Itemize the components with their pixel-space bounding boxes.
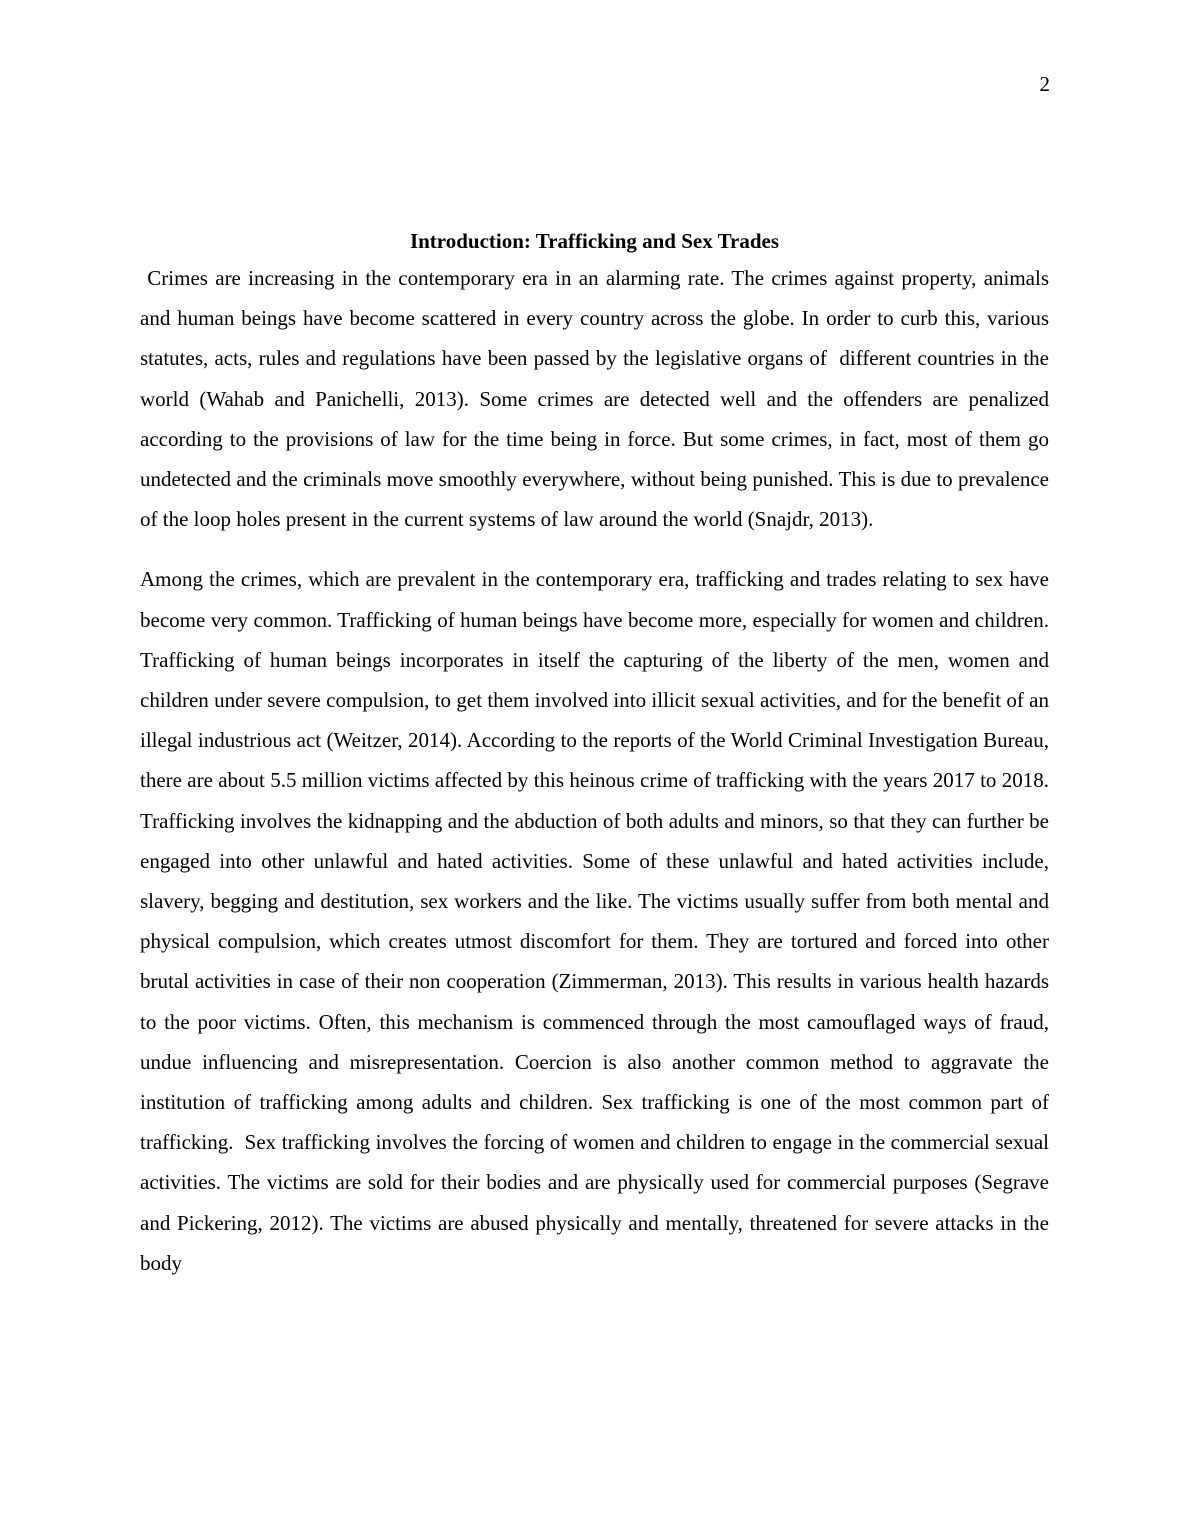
document-body (140, 226, 1055, 1283)
section-title: Introduction: Trafficking and Sex Trades (409, 229, 780, 253)
page-number: 2 (1039, 72, 1050, 96)
paragraph-1: Crimes are increasing in the contemporary era in an alarming rate. The crimes against property, animals and human beings have become scattered in every country across the globe. In order to curb this, various statutes, acts, rules and regulations have been passed by the legislative organs of different countries in the world (Wahab and Panichelli, 2013). Some crimes are detected well and the offenders are penalized according to the provisions of law for the time being in force. But some crimes, in fact, most of them go undetected and the criminals move smoothly everywhere, without being punished. This is due to prevalence of the loop holes present in the current systems of law around the world (Snajdr, 2013). (140, 266, 1055, 532)
paragraph-2: Among the crimes, which are prevalent in the contemporary era, trafficking and trades relating to sex have become very common. Trafficking of human beings have become more, especially for women and children. Trafficking of human beings incorporates in itself the capturing of the liberty of the men, women and children under severe compulsion, to get them involved into illicit sexual activities, and for the benefit of an illegal industrious act (Weitzer, 2014). According to the reports of the World Criminal Investigation Bureau, there are about 5.5 million victims affected by this heinous crime of trafficking with the years 2017 to 2018. Trafficking involves the kidnapping and the abduction of both adults and minors, so that they can further be engaged into other unlawful and hated activities. Some of these unlawful and hated activities include, slavery, begging and destitution, sex workers and the like. The victims usually suffer from both mental and physical compulsion, which creates utmost discomfort for them. They are tortured and forced into other brutal activities in case of their non cooperation (Zimmerman, 2013). This results in various health hazards to the poor victims. Often, this mechanism is commenced through the most camouflaged ways of fraud, undue influencing and misrepresentation. Coercion is also another common method to aggravate the institution of trafficking among adults and children. Sex trafficking is one of the most common part of trafficking. Sex trafficking involves the forcing of women and children to engage in the commercial sexual activities. The victims are sold for their bodies and are physically used for commercial purposes (Segrave and Pickering, 2012). The victims are abused physically and mentally, threatened for severe attacks in the body (140, 567, 1055, 1275)
